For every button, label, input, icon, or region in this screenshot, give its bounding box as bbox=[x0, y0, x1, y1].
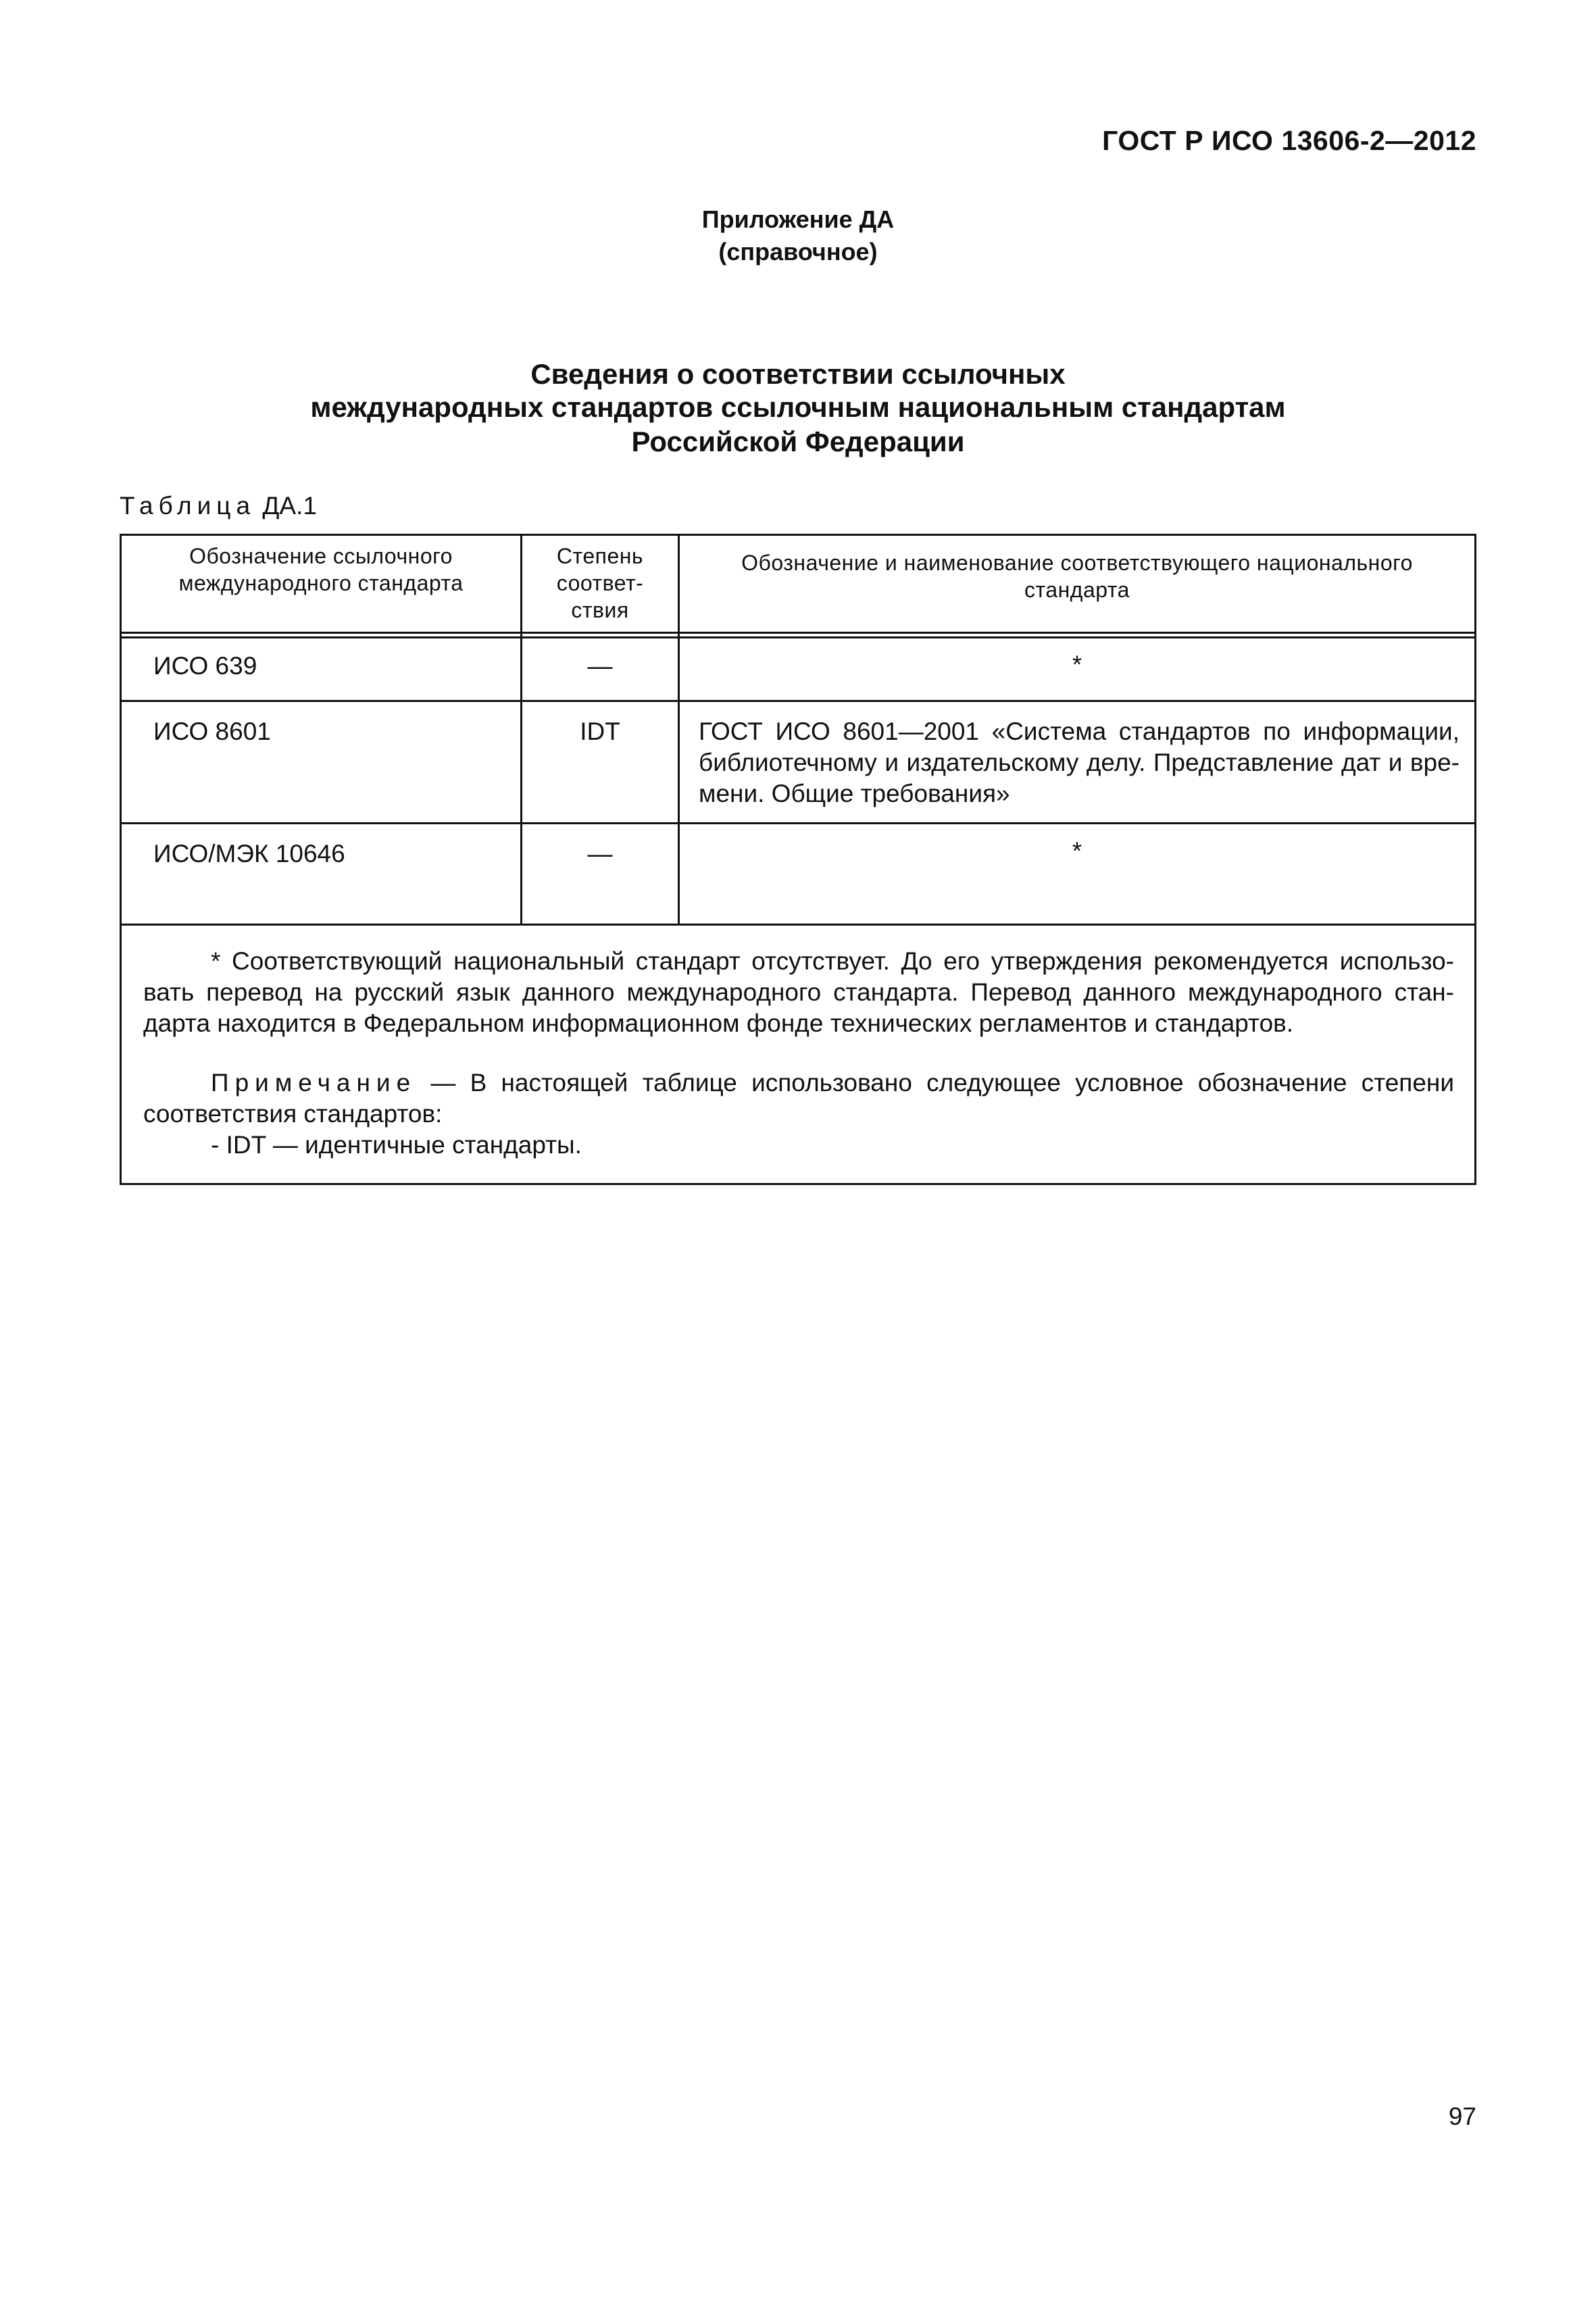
row3-national: * bbox=[1072, 837, 1082, 865]
row-divider-1 bbox=[122, 700, 1474, 702]
header-national-standard bbox=[680, 549, 1474, 603]
note-line3: - IDT — идентичные стандарты. bbox=[211, 1131, 582, 1159]
row2-national-line2: библиотечному и издательскому делу. Представление дат и вре- bbox=[699, 749, 1460, 776]
header-divider-bottom bbox=[122, 636, 1474, 638]
footnote-line3: дарта находится в Федеральном информационном фонде технических регламентов и стандартов. bbox=[143, 1009, 1294, 1037]
table-footnote bbox=[143, 946, 1454, 1039]
row1-degree: — bbox=[587, 652, 613, 680]
page-number: 97 bbox=[1448, 2103, 1476, 2130]
section-heading-line-2: международных стандартов ссылочным национальным стандартам bbox=[310, 391, 1286, 423]
row-divider-2 bbox=[122, 822, 1474, 824]
header-col3-line1: Обозначение и наименование соответствующего национального bbox=[741, 551, 1413, 575]
row2-national-line1: ГОСТ ИСО 8601—2001 «Система стандартов по информации, bbox=[699, 718, 1460, 745]
header-col1-line1: Обозначение ссылочного bbox=[189, 544, 453, 568]
table-label-id: ДА.1 bbox=[262, 492, 317, 520]
row2-degree: IDT bbox=[580, 718, 620, 745]
header-international-standard bbox=[122, 543, 520, 597]
row3-designation: ИСО/МЭК 10646 bbox=[153, 840, 345, 867]
header-divider-top bbox=[122, 632, 1474, 634]
table-label-word: Таблица bbox=[120, 492, 256, 520]
footnote-divider bbox=[122, 924, 1474, 926]
row2-national-line3: мени. Общие требования» bbox=[699, 780, 1010, 807]
note-line1 bbox=[143, 1067, 1454, 1099]
note-word: Примечание bbox=[211, 1069, 417, 1097]
row3-degree: — bbox=[587, 840, 613, 867]
correspondence-table bbox=[120, 534, 1476, 1185]
header-col2-line1: Степень bbox=[556, 544, 644, 568]
table-label bbox=[120, 492, 317, 520]
section-heading-line-3: Российской Федерации bbox=[631, 426, 965, 457]
row2-designation: ИСО 8601 bbox=[153, 718, 271, 745]
row1-national: * bbox=[1072, 651, 1082, 678]
row2-national bbox=[680, 716, 1474, 809]
section-heading-line-1: Сведения о соответствии ссылочных bbox=[530, 358, 1066, 390]
footnote-line1: * Соответствующий национальный стандарт отсутствует. До его утверждения рекомендуется использо- bbox=[211, 947, 1454, 975]
annex-subtitle: (справочное) bbox=[718, 238, 878, 266]
note-line2: соответствия стандартов: bbox=[143, 1100, 443, 1128]
header-col2-line3: ствия bbox=[571, 598, 629, 622]
note-line1-rest: — В настоящей таблице использовано следующее условное обозначение степени bbox=[416, 1069, 1454, 1097]
table-note bbox=[143, 1067, 1454, 1161]
header-col3-line2: стандарта bbox=[1024, 578, 1130, 602]
row1-designation: ИСО 639 bbox=[153, 652, 257, 680]
header-col2-line2: соответ- bbox=[556, 571, 644, 595]
footnote-line2: вать перевод на русский язык данного международного стандарта. Перевод данного международного стан- bbox=[143, 978, 1454, 1006]
document-code: ГОСТ Р ИСО 13606-2—2012 bbox=[1102, 125, 1476, 156]
header-col1-line2: международного стандарта bbox=[178, 571, 464, 595]
header-degree bbox=[522, 543, 678, 624]
annex-title: Приложение ДА bbox=[701, 205, 895, 233]
